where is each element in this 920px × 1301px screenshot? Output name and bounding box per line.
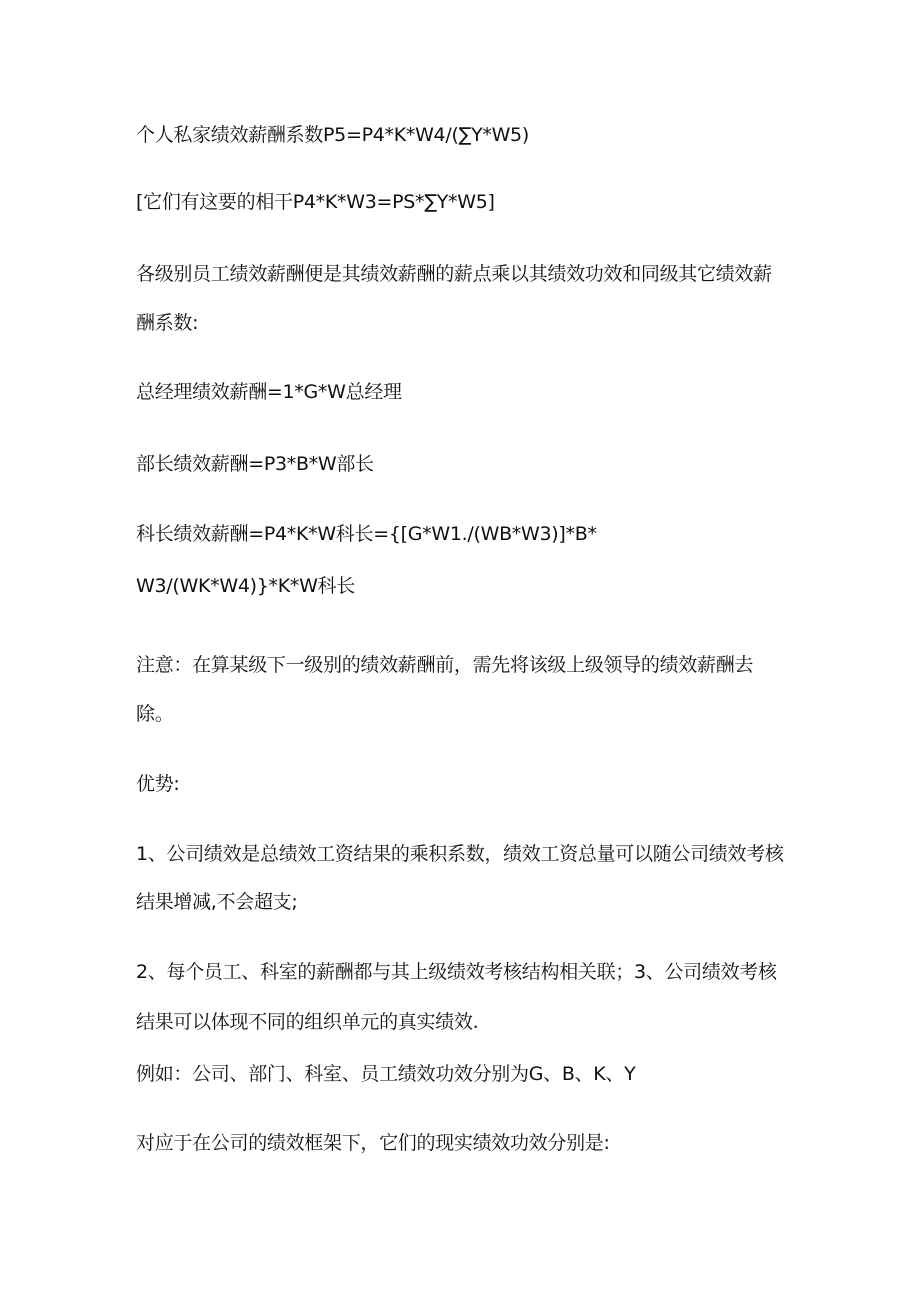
list-item: 结果增减,不会超支;: [136, 891, 298, 913]
paragraph-line: 各级别员工绩效薪酬便是其绩效薪酬的薪点乘以其绩效功效和同级其它绩效薪: [136, 263, 772, 285]
note-line: 除。: [136, 703, 174, 725]
formula-line-section-chief: 科长绩效薪酬=P4*K*W科长={[G*W1./(WB*W3)]*B*: [136, 523, 597, 545]
list-item: 2、每个员工、科室的薪酬都与其上级绩效考核结构相关联；3、公司绩效考核: [136, 961, 777, 983]
list-item: 1、公司绩效是总绩效工资结果的乘积系数，绩效工资总量可以随公司绩效考核: [136, 843, 784, 865]
note-line: 注意：在算某级下一级别的绩效薪酬前，需先将该级上级领导的绩效薪酬去: [136, 654, 754, 676]
example-line: 例如：公司、部门、科室、员工绩效功效分别为G、B、K、Y: [136, 1063, 636, 1085]
paragraph-line: 酬系数:: [136, 312, 199, 334]
formula-line-relation: [它们有这要的相干P4*K*W3=PS*∑Y*W5]: [136, 191, 495, 213]
formula-line-section-chief-cont: W3/(WK*W4)}*K*W科长: [136, 575, 355, 597]
paragraph-line: 对应于在公司的绩效框架下，它们的现实绩效功效分别是:: [136, 1132, 610, 1154]
formula-line-general-manager: 总经理绩效薪酬=1*G*W总经理: [136, 381, 402, 403]
formula-line-department-head: 部长绩效薪酬=P3*B*W部长: [136, 453, 374, 475]
list-item: 结果可以体现不同的组织单元的真实绩效.: [136, 1011, 479, 1033]
formula-line-personal-coefficient: 个人私家绩效薪酬系数P5=P4*K*W4/(∑Y*W5): [136, 124, 529, 146]
section-heading-advantages: 优势:: [136, 773, 180, 795]
